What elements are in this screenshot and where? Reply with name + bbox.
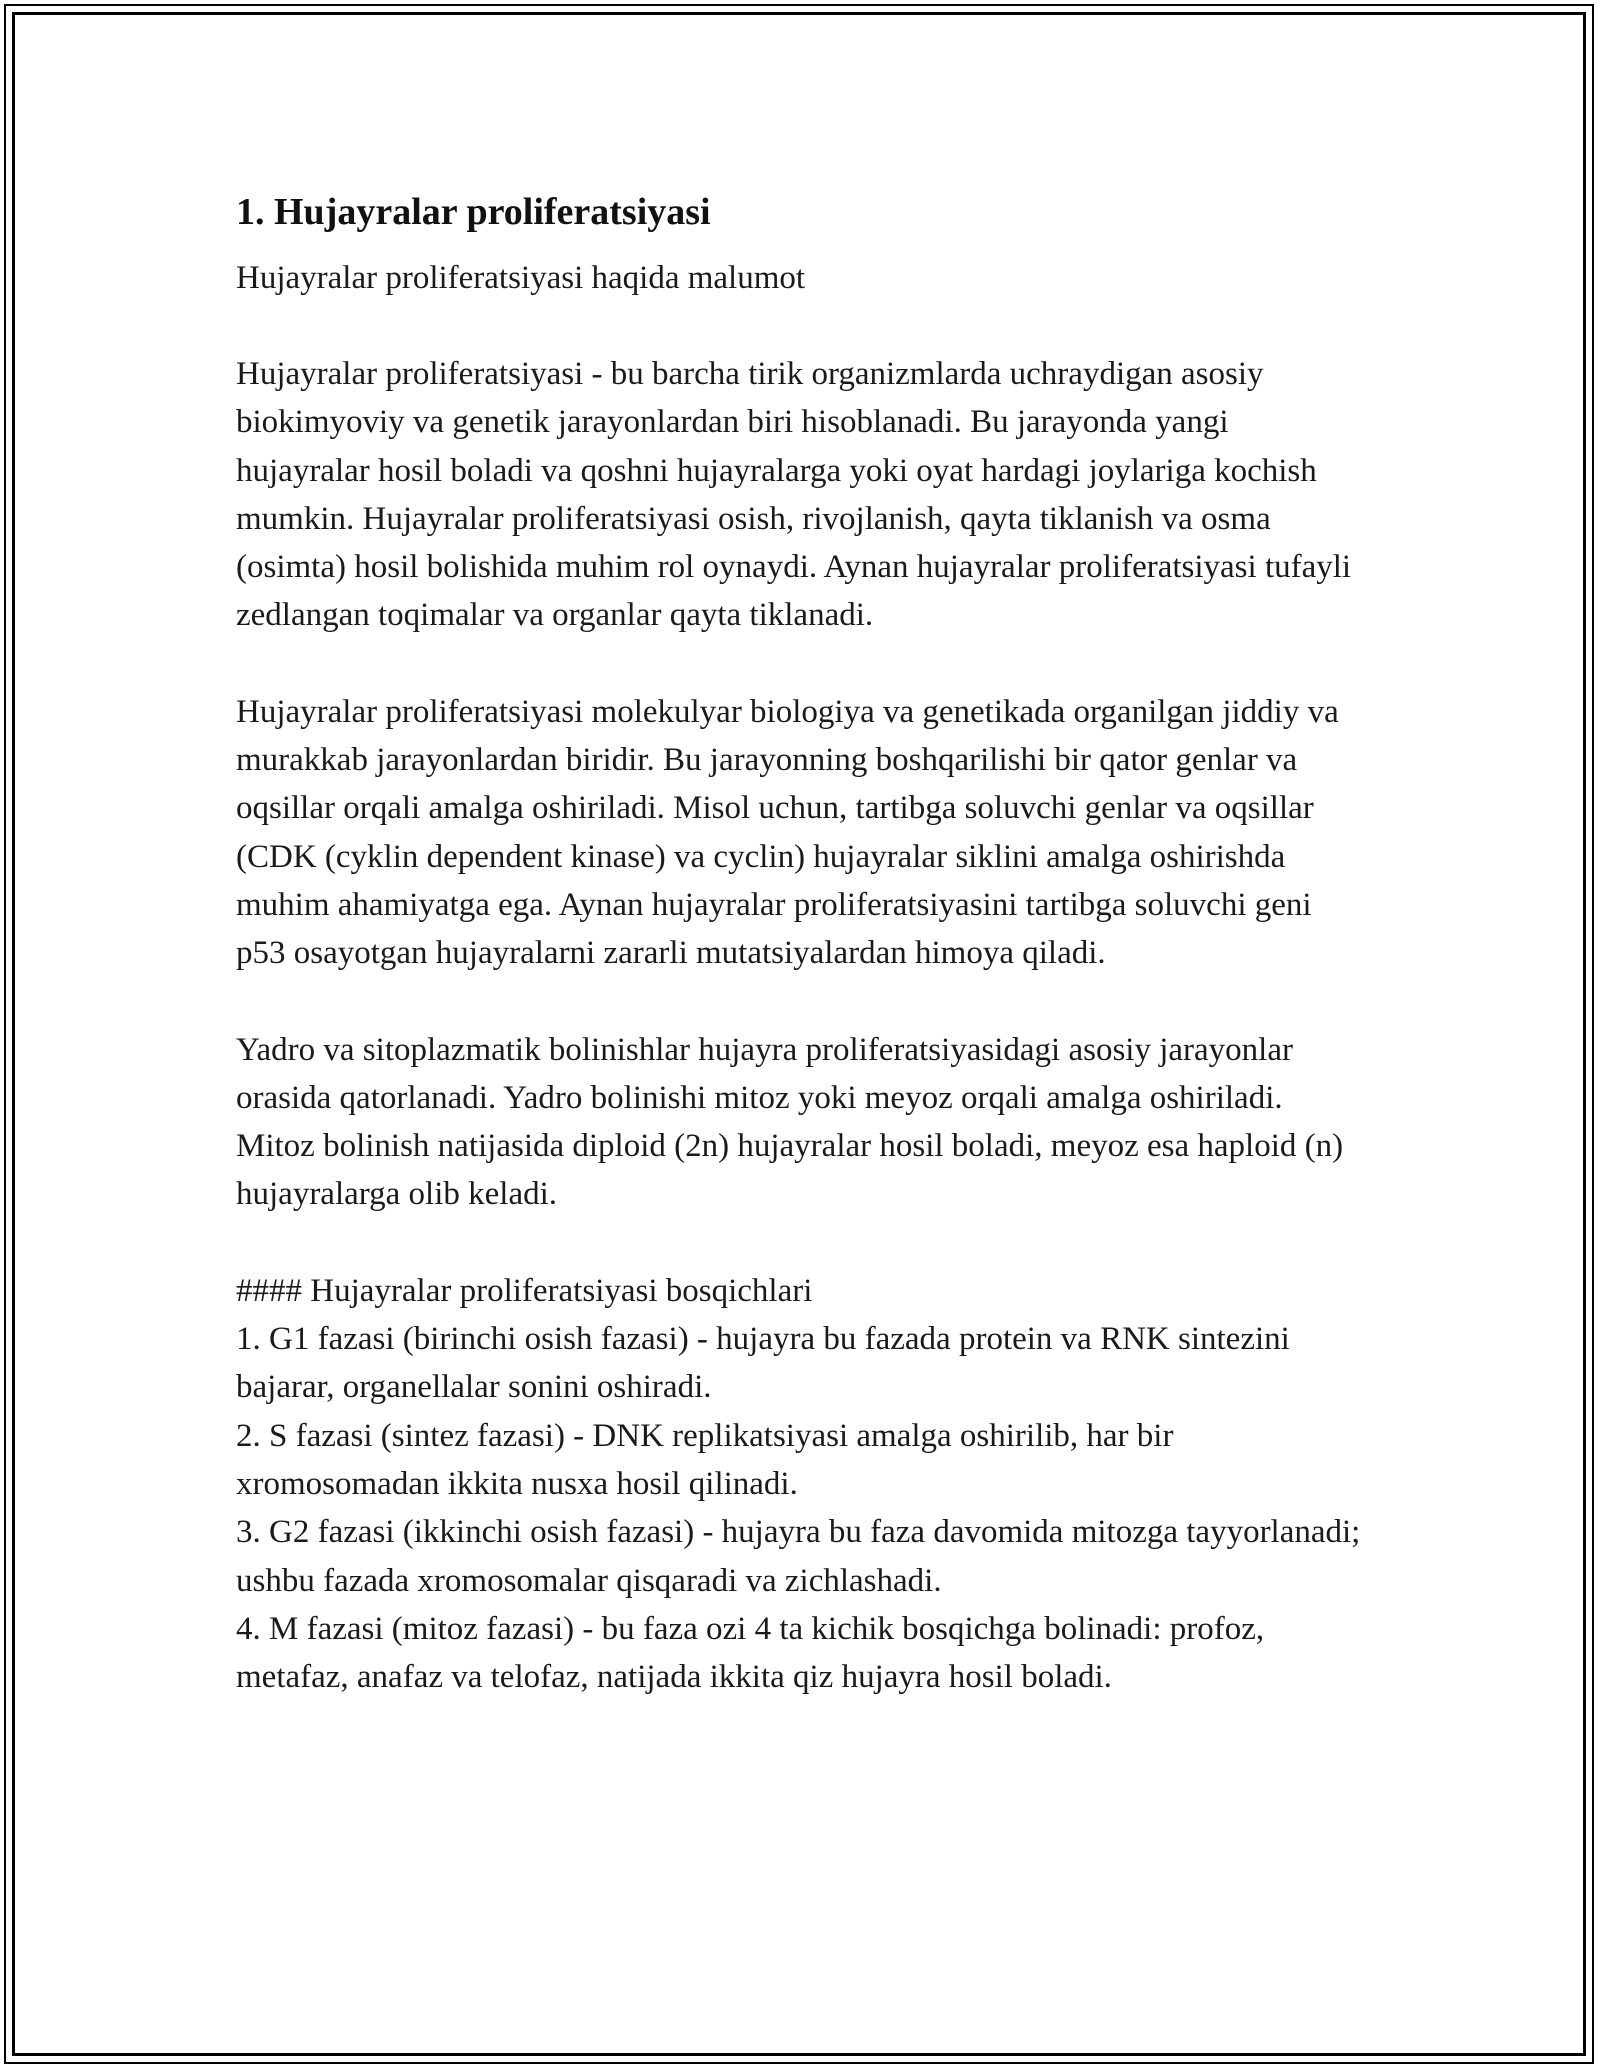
paragraph-introduction: Hujayralar proliferatsiyasi - bu barcha tirik organizmlarda uchraydigan asosiy biokimyoviy va genetik jarayonlardan biri hisoblanadi. Bu jarayonda yangi hujayralar hosil boladi va qoshni hujayralarga yoki oyat hardagi joylariga kochish mumkin. Hujayralar proliferatsiyasi osish, rivojlanish, qayta tiklanish va osma (osimta) hosil bolishida muhim rol oynaydi. Aynan hujayralar proliferatsiyasi tufayli zedlangan toqimalar va organlar qayta tiklanadi.: [236, 356, 1352, 634]
stage-item-g1: 1. G1 fazasi (birinchi osish fazasi) - hujayra bu fazada protein va RNK sintezini bajarar, organellalar sonini oshiradi.: [236, 1321, 1290, 1406]
stages-heading: #### Hujayralar proliferatsiyasi bosqichlari: [236, 1272, 813, 1309]
stage-item-m: 4. M fazasi (mitoz fazasi) - bu faza ozi 4 ta kichik bosqichga bolinadi: profoz, metafaz, anafaz va telofaz, natijada ikkita qiz hujayra hosil boladi.: [236, 1610, 1265, 1696]
paragraph-molecular-regulation: Hujayralar proliferatsiyasi molekulyar biologiya va genetikada organilgan jiddiy va murakkab jarayonlardan biridir. Bu jarayonning boshqarilishi bir qator genlar va oqsillar orqali amalga oshiriladi. Misol uchun, tartibga soluvchi genlar va oqsillar (CDK (cyklin dependent kinase) va cyclin) hujayralar siklini amalga oshirishda muhim ahamiyatga ega. Aynan hujayralar proliferatsiyasini tartibga soluvchi geni p53 osayotgan hujayralarni zararli mutatsiyalardan himoya qiladi.: [236, 693, 1339, 972]
section-subtitle: Hujayralar proliferatsiyasi haqida malumot: [236, 260, 806, 296]
paragraph-nuclear-division: Yadro va sitoplazmatik bolinishlar hujayra proliferatsiyasidagi asosiy jarayonlar orasida qatorlanadi. Yadro bolinishi mitoz yoki meyoz orqali amalga oshiriladi. Mitoz bolinish natijasida diploid (2n) hujayralar hosil boladi, meyoz esa haploid (n) hujayralarga olib keladi.: [236, 1031, 1344, 1213]
section-heading: 1. Hujayralar proliferatsiyasi: [236, 191, 711, 233]
stage-item-s: 2. S fazasi (sintez fazasi) - DNK replikatsiyasi amalga oshirilib, har bir xromosomadan ikkita nusxa hosil qilinadi.: [236, 1417, 1174, 1502]
stages-section: [236, 1267, 1366, 1702]
stage-item-g2: 3. G2 fazasi (ikkinchi osish fazasi) - hujayra bu faza davomida mitozga tayyorlanadi; ushbu fazada xromosomalar qisqaradi va zichlashadi.: [236, 1514, 1361, 1599]
document-page: [236, 186, 1366, 1701]
